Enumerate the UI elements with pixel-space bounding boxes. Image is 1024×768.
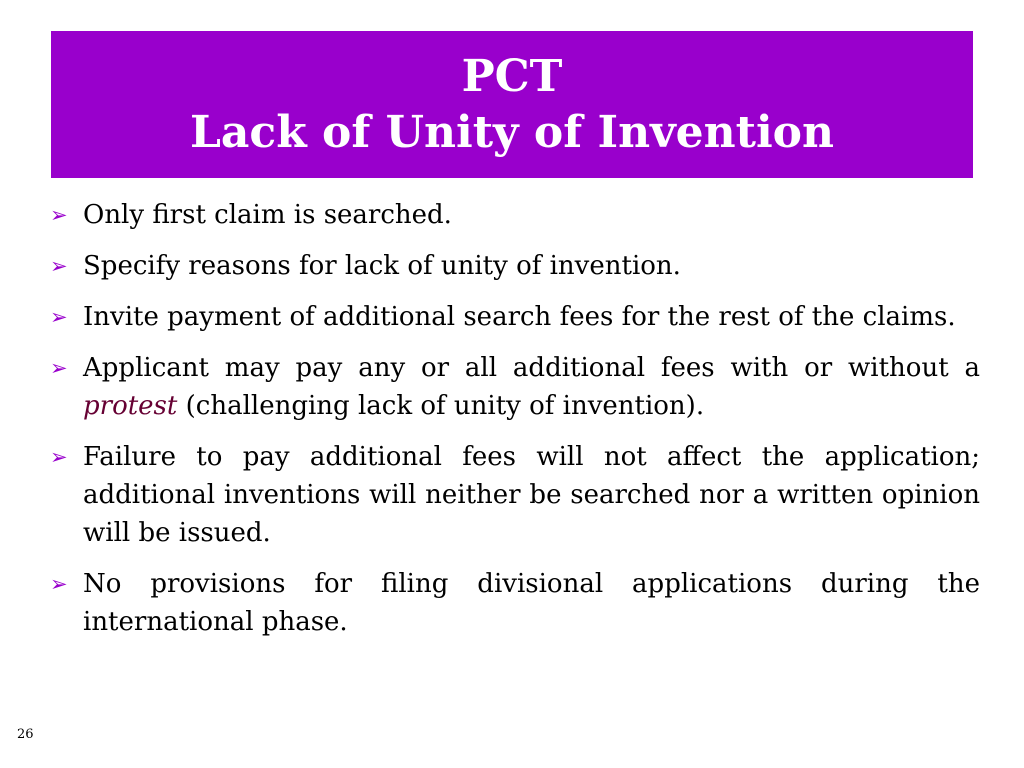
emphasized-term-protest: protest <box>83 391 178 421</box>
bullet-item <box>50 298 980 336</box>
arrow-bullet-icon: ➢ <box>50 254 68 278</box>
arrow-bullet-icon: ➢ <box>50 445 68 469</box>
bullet-item <box>50 196 980 234</box>
bullet-text: No provisions for filing divisional applications during the international phase. <box>83 569 980 637</box>
bullet-text: Specify reasons for lack of unity of invention. <box>83 251 681 281</box>
bullet-text: Failure to pay additional fees will not affect the application; additional inventions will neither be searched nor a written opinion will be issued. <box>83 442 980 548</box>
arrow-bullet-icon: ➢ <box>50 572 68 596</box>
bullet-text-after: (challenging lack of unity of invention). <box>177 391 705 421</box>
bullet-item <box>50 438 980 552</box>
arrow-bullet-icon: ➢ <box>50 356 68 380</box>
bullet-item <box>50 349 980 425</box>
bullet-item <box>50 247 980 285</box>
slide-title-banner <box>51 31 973 178</box>
bullet-text: Invite payment of additional search fees for the rest of the claims. <box>83 302 956 332</box>
bullet-list <box>50 196 980 654</box>
bullet-text <box>83 349 980 425</box>
bullet-text: Only first claim is searched. <box>83 200 452 230</box>
slide-page-number: 26 <box>17 727 34 742</box>
bullet-item <box>50 565 980 641</box>
slide-title-line2: Lack of Unity of Invention <box>189 106 834 158</box>
arrow-bullet-icon: ➢ <box>50 203 68 227</box>
arrow-bullet-icon: ➢ <box>50 305 68 329</box>
slide-title-line1: PCT <box>461 50 563 102</box>
bullet-text-before: Applicant may pay any or all additional fees with or without a <box>83 353 980 383</box>
